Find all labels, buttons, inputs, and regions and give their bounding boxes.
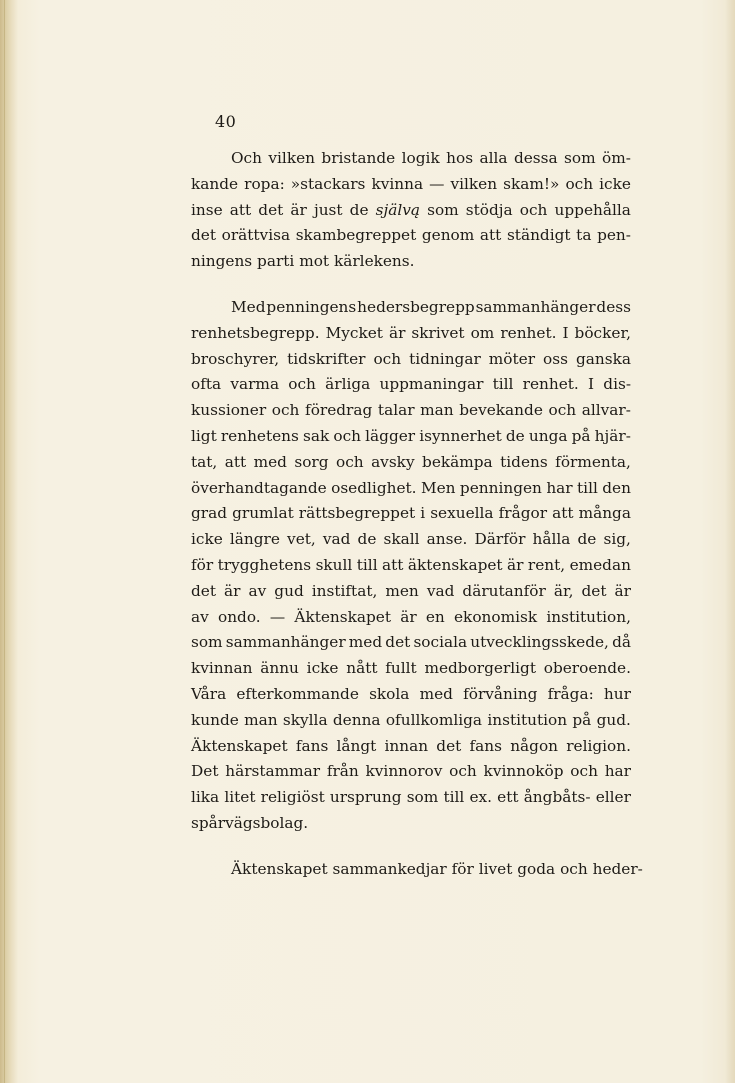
text-line: kvinnan ännu icke nått fullt medborgerligt oberoende. [191,659,631,678]
text-line: det är av gud instiftat, men vad därutanför är, det är [191,581,631,600]
page-right-edge [725,0,735,1083]
paragraph [191,295,631,837]
text-line: ningens parti mot kärlekens. [191,252,415,271]
text-line: icke längre vet, vad de skall anse. Därför hålla de sig, [191,530,631,549]
paragraph-gap [191,837,631,857]
text-line: ligt renhetens sak och lägger isynnerhet de unga på hjär- [191,426,631,445]
text-line: kande ropa: »stackars kvinna — vilken skam!» och icke [191,174,631,193]
text-line: grad grumlat rättsbegreppet i sexuella frågor att många [191,504,631,523]
text-line: Äktenskapet sammankedjar för livet goda och heder- [231,859,643,878]
page-binding-edge [0,0,18,1083]
text-line: inse att det är just de självą som stödja och uppehålla [191,200,631,219]
text-line: som sammanhänger med det sociala utvecklingsskede, då [191,633,631,652]
text-line: kunde man skylla denna ofullkomliga institution på gud. [191,710,631,729]
text-line: för trygghetens skull till att äktenskapet är rent, emedan [191,555,631,574]
page-number: 40 [215,112,237,131]
text-line: av ondo. — Äktenskapet är en ekonomisk institution, [191,607,631,626]
text-line: kussioner och föredrag talar man bevekande och allvar- [191,401,631,420]
text-line: överhandtagande osedlighet. Men penningen har till den [191,478,631,497]
text-line: lika litet religiöst ursprung som till ex. ett ångbåts- eller [191,788,631,807]
body-text [191,146,643,883]
text-line: Med penningens hedersbegrepp sammanhänger dess [231,297,631,316]
paragraph [191,857,643,883]
paragraph [191,146,631,275]
text-line: renhetsbegrepp. Mycket är skrivet om renhet. I böcker, [191,323,631,342]
text-line: tat, att med sorg och avsky bekämpa tidens förmenta, [191,452,631,471]
text-line: Det härstammar från kvinnorov och kvinnoköp och har [191,762,631,781]
text-line: spårvägsbolag. [191,813,309,832]
text-line: ofta varma och ärliga uppmaningar till renhet. I dis- [191,375,631,394]
text-line: Våra efterkommande skola med förvåning fråga: hur [191,684,631,703]
text-line: Äktenskapet fans långt innan det fans någon religion. [191,736,631,755]
paragraph-gap [191,275,631,295]
text-line: Och vilken bristande logik hos alla dessa som öm- [231,149,631,167]
text-line: broschyrer, tidskrifter och tidningar möter oss ganska [191,349,631,368]
text-line: det orättvisa skambegreppet genom att ständigt ta pen- [191,226,631,245]
